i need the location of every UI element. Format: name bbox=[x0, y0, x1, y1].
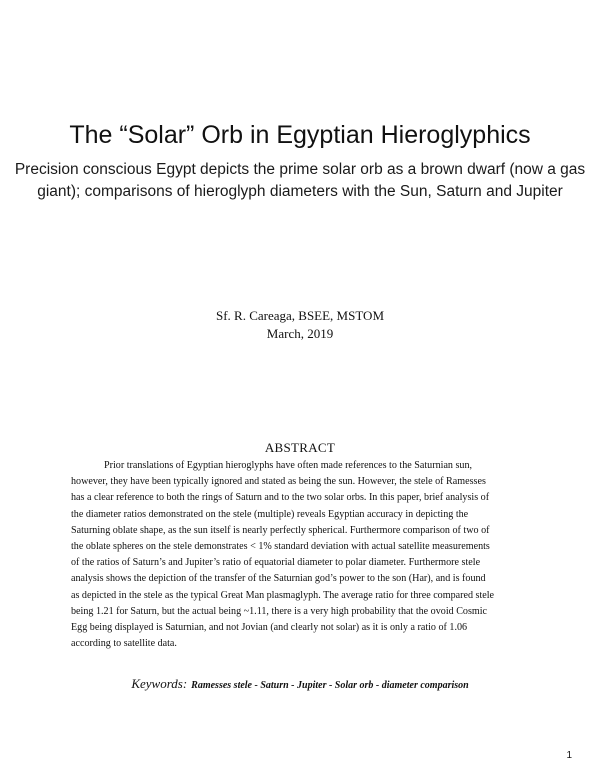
keywords-list: Ramesses stele - Saturn - Jupiter - Solar orb - diameter comparison bbox=[191, 680, 469, 691]
abstract-line: has a clear reference to both the rings of Saturn and to the two solar orbs. In this paper, brief analysis of bbox=[71, 492, 490, 504]
keywords-label: Keywords: bbox=[131, 676, 188, 691]
abstract-line: however, they have been typically ignored and stated as being the sun. However, the stele of Ramesses bbox=[71, 476, 486, 488]
publication-date: March, 2019 bbox=[266, 326, 334, 341]
abstract-body bbox=[71, 458, 532, 652]
abstract-line: according to satellite data. bbox=[71, 638, 177, 650]
abstract-line: the oblate spheres on the stele demonstrates < 1% standard deviation with actual satellite measurements bbox=[71, 541, 490, 553]
abstract-heading: ABSTRACT bbox=[264, 440, 336, 455]
author-line: Sf. R. Careaga, BSEE, MSTOM bbox=[215, 308, 385, 323]
abstract-line: the diameter ratios demonstrated on the stele (multiple) reveals Egyptian accuracy in depicting the bbox=[71, 508, 469, 520]
abstract-line: Prior translations of Egyptian hieroglyphs have often made references to the Saturnian sun, bbox=[104, 460, 473, 471]
abstract-line: Saturning oblate shape, as the sun itself is nearly perfectly spherical. Furthermore comparison of two of bbox=[71, 524, 490, 536]
abstract-line: as depicted in the stele as the typical Great Man plasmaglyph. The average ratio for three compared stele bbox=[71, 589, 495, 601]
keywords-line bbox=[0, 675, 600, 693]
abstract-line: Egg being displayed is Saturnian, and not Jovian (and clearly not solar) as it is only a ratio of 1.06 bbox=[71, 622, 468, 634]
paper-subtitle: Precision conscious Egypt depicts the prime solar orb as a brown dwarf (now a gas giant); comparisons of hieroglyph diameters with the Sun, Saturn and Jupiter bbox=[14, 161, 586, 200]
abstract-line: being 1.21 for Saturn, but the actual being ~1.11, there is a very high probability that the ovoid Cosmic bbox=[71, 605, 488, 617]
page-number: 1 bbox=[566, 750, 572, 761]
abstract-line: of the ratios of Saturn’s and Jupiter’s ratio of equatorial diameter to polar diameter. Furthermore stele bbox=[71, 557, 481, 569]
abstract-line: analysis shows the depiction of the transfer of the Saturnian god’s power to the son (Har), and is found bbox=[71, 573, 486, 585]
paper-title: The “Solar” Orb in Egyptian Hieroglyphics bbox=[69, 121, 531, 149]
